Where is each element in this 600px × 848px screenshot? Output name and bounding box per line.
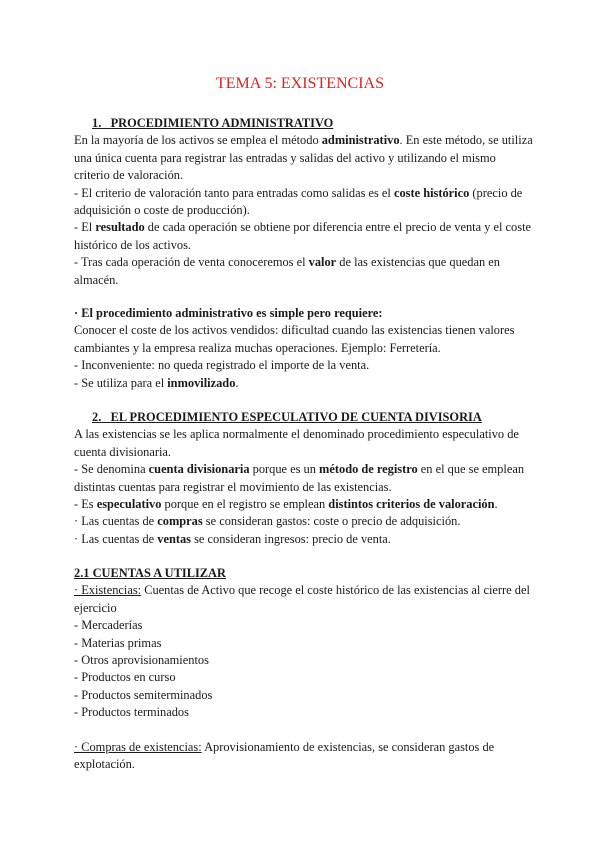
list-item: - Otros aprovisionamientos bbox=[74, 653, 209, 668]
list-item: - Materias primas bbox=[74, 635, 162, 650]
existencias-definition: · Existencias: Cuentas de Activo que recoge el coste histórico de las existencias al cierre del ejercicio bbox=[74, 583, 530, 615]
requirements-bullet-1: - Inconveniente: no queda registrado el importe de la venta. bbox=[74, 358, 370, 373]
list-item: - Productos en curso bbox=[74, 670, 176, 685]
section-1-title: PROCEDIMIENTO ADMINISTRATIVO bbox=[110, 116, 334, 130]
section-2-bullet-1: - Se denomina cuenta divisionaria porque es un método de registro en el que se emplean distintas cuentas para registrar el movimiento de las existencias. bbox=[74, 462, 525, 494]
section-2-1-heading: 2.1 CUENTAS A UTILIZAR bbox=[74, 566, 226, 580]
requirements-heading: · El procedimiento administrativo es simple pero requiere: bbox=[74, 306, 383, 320]
section-2-bullet-2: - Es especulativo porque en el registro se emplean distintos criterios de valoración. bbox=[74, 497, 498, 512]
compras-label: · Compras de existencias: bbox=[74, 740, 202, 754]
section-1-bullet-2: - El resultado de cada operación se obtiene por diferencia entre el precio de venta y el coste histórico de los activos. bbox=[74, 220, 532, 252]
section-2-bullet-3: · Las cuentas de compras se consideran gastos: coste o precio de adquisición. bbox=[74, 514, 461, 529]
section-1-number: 1. bbox=[92, 116, 102, 130]
section-2-1 bbox=[74, 565, 534, 722]
section-2-title: EL PROCEDIMIENTO ESPECULATIVO DE CUENTA DIVISORIA bbox=[110, 410, 482, 424]
section-1-bullet-3: - Tras cada operación de venta conoceremos el valor de las existencias que quedan en almacén. bbox=[74, 255, 500, 287]
compras-definition: · Compras de existencias: Aprovisionamiento de existencias, se consideran gastos de explotación. bbox=[74, 740, 495, 772]
list-item: - Mercaderías bbox=[74, 618, 143, 633]
section-2-heading bbox=[92, 409, 534, 426]
requirements-text: Conocer el coste de los activos vendidos: dificultad cuando las existencias tienen valores cambiantes y la empresa realiza muchas operaciones. Ejemplo: Ferretería. bbox=[74, 323, 515, 355]
document-title: TEMA 5: EXISTENCIAS bbox=[216, 75, 384, 92]
section-2-number: 2. bbox=[92, 410, 102, 424]
section-2-intro: A las existencias se les aplica normalmente el denominado procedimiento especulativo de cuenta divisionaria. bbox=[74, 427, 519, 459]
section-2-bullet-4: · Las cuentas de ventas se consideran ingresos: precio de venta. bbox=[74, 531, 391, 546]
list-item: - Productos semiterminados bbox=[74, 687, 213, 702]
section-2 bbox=[74, 409, 534, 548]
section-1-heading bbox=[92, 115, 534, 132]
section-1-intro: En la mayoría de los activos se emplea el método administrativo. En este método, se utiliza una única cuenta para registrar las entradas y salidas del activo y utilizando el mismo criterio de valoración. bbox=[74, 133, 533, 183]
requirements-bullet-2: - Se utiliza para el inmovilizado. bbox=[74, 375, 239, 390]
section-1-bullet-1: - El criterio de valoración tanto para entradas como salidas es el coste histórico (precio de adquisición o coste de producción). bbox=[74, 185, 523, 218]
section-1-requirements bbox=[74, 305, 534, 392]
section-1 bbox=[74, 115, 534, 289]
list-item: - Productos terminados bbox=[74, 705, 189, 720]
compras-definition-block bbox=[74, 739, 534, 774]
existencias-label: · Existencias: bbox=[74, 583, 142, 598]
